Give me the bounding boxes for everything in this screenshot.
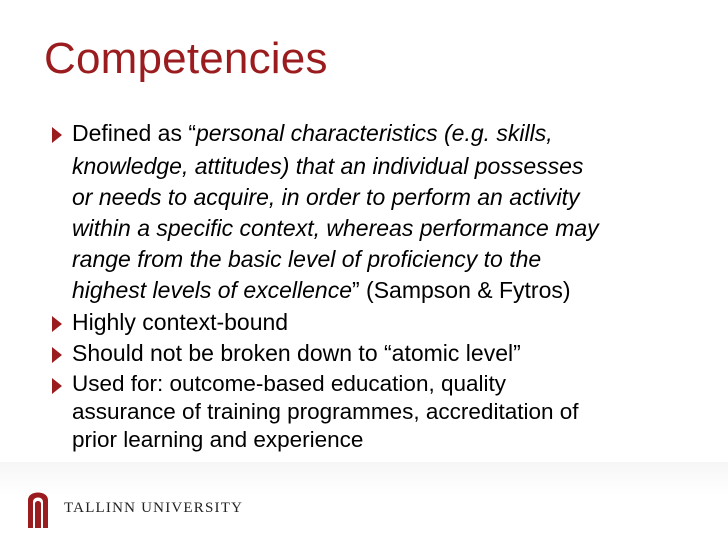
bullet-arrow-icon	[52, 347, 62, 363]
bullet-line: within a specific context, whereas performance may	[72, 215, 599, 241]
bullet-line: range from the basic level of proficiency to the	[72, 246, 542, 272]
bullet-arrow-icon	[52, 316, 62, 332]
bullet-line: prior learning and experience	[72, 427, 364, 452]
tallinn-university-logo-icon	[24, 484, 52, 528]
bullet-line: or needs to acquire, in order to perform an activity	[72, 184, 580, 210]
slide-title: Competencies	[44, 34, 328, 83]
bullet-line: Defined as “personal characteristics (e.g. skills,	[72, 120, 553, 146]
bullet-arrow-icon	[52, 127, 62, 143]
bullet-line: Highly context-bound	[72, 309, 289, 335]
bullet-line: assurance of training programmes, accreditation of	[72, 399, 579, 424]
bullet-arrow-icon	[52, 378, 62, 394]
bullet-line: highest levels of excellence” (Sampson & Fytros)	[72, 277, 571, 303]
bullet-line: Used for: outcome-based education, quality	[72, 371, 507, 396]
bullet-line: Should not be broken down to “atomic level”	[72, 340, 521, 366]
logo-text: TALLINN UNIVERSITY	[64, 500, 244, 516]
bullet-line: knowledge, attitudes) that an individual possesses	[72, 153, 584, 179]
